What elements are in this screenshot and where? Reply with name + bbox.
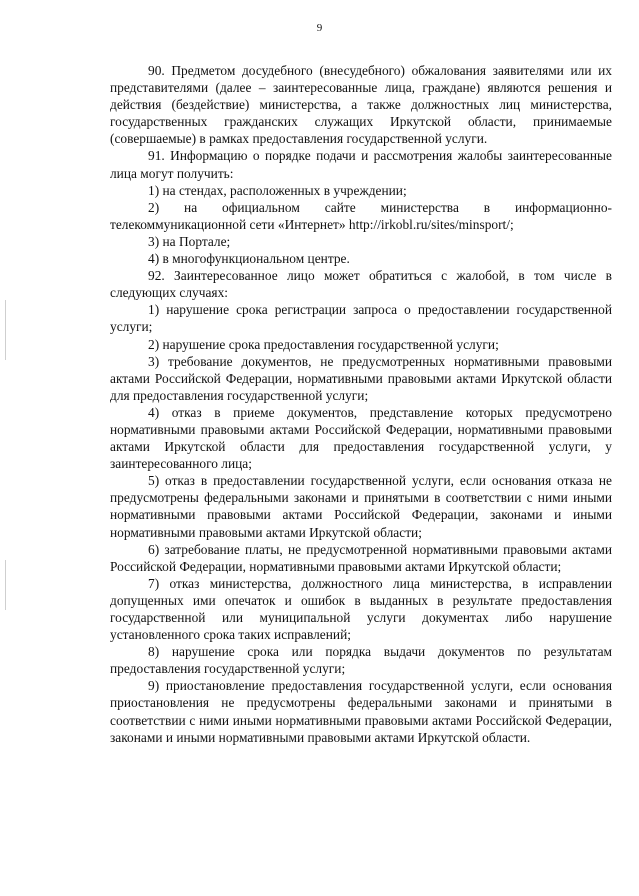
list-item-92-8: 8) нарушение срока или порядка выдачи документов по результатам предоставления государственной услуги; xyxy=(110,644,612,677)
paragraph-92: 92. Заинтересованное лицо может обратиться с жалобой, в том числе в следующих случаях: xyxy=(110,268,612,301)
list-item-92-9: 9) приостановление предоставления государственной услуги, если основания приостановления не предусмотрены федеральными законами и принятыми в соответствии с ними иными нормативными правовыми актами Российской Федерации, законами и иными нормативными правовыми актами Иркутской области. xyxy=(110,678,612,745)
list-item-92-4: 4) отказ в приеме документов, представление которых предусмотрено нормативными правовыми актами Российской Федерации, нормативными правовыми актами Иркутской области для предоставления государственной услуги, у заинтересованного лица; xyxy=(110,404,612,472)
scan-edge-mark xyxy=(5,560,6,610)
paragraph-90: 90. Предметом досудебного (внесудебного) обжалования заявителями или их представителями (далее – заинтересованные лица, граждане) являются решения и действия (бездействие) министерства, а также должностных лиц министерства, государственных гражданских служащих Иркутской области, принимаемые (совершаемые) в рамках предоставления государственной услуги. xyxy=(110,63,612,147)
list-item-91-1: 1) на стендах, расположенных в учреждении; xyxy=(148,182,407,198)
paragraph-91: 91. Информацию о порядке подачи и рассмотрения жалобы заинтересованные лица могут получить: xyxy=(110,148,612,181)
list-item-92-1: 1) нарушение срока регистрации запроса о предоставлении государственной услуги; xyxy=(110,302,612,335)
list-item-92-3: 3) требование документов, не предусмотренных нормативными правовыми актами Российской Федерации, нормативными правовыми актами Иркутской области для предоставления государственной услуги; xyxy=(110,353,612,403)
list-item-91-2: 2) на официальном сайте министерства в информационно-телекоммуникационной сети «Интернет» http://irkobl.ru/sites/minsport/; xyxy=(110,199,612,232)
scan-edge-mark xyxy=(5,300,6,360)
page-number: 9 xyxy=(316,22,323,34)
document-body xyxy=(110,62,612,746)
list-item-91-3: 3) на Портале; xyxy=(148,233,231,249)
list-item-91-4: 4) в многофункциональном центре. xyxy=(148,251,350,267)
list-item-92-7: 7) отказ министерства, должностного лица министерства, в исправлении допущенных ими опечаток и ошибок в выданных в результате предоставления государственной или муниципальной услуги документах либо нарушение установленного срока таких исправлений; xyxy=(110,575,612,643)
list-item-92-5: 5) отказ в предоставлении государственной услуги, если основания отказа не предусмотрены федеральными законами и принятыми в соответствии с ними иными нормативными правовыми актами Российской Федерации, законами и иными нормативными правовыми актами Иркутской области; xyxy=(110,473,612,540)
list-item-92-6: 6) затребование платы, не предусмотренной нормативными правовыми актами Российской Федерации, нормативными правовыми актами Иркутской области; xyxy=(110,541,612,574)
list-item-92-2: 2) нарушение срока предоставления государственной услуги; xyxy=(148,336,499,352)
